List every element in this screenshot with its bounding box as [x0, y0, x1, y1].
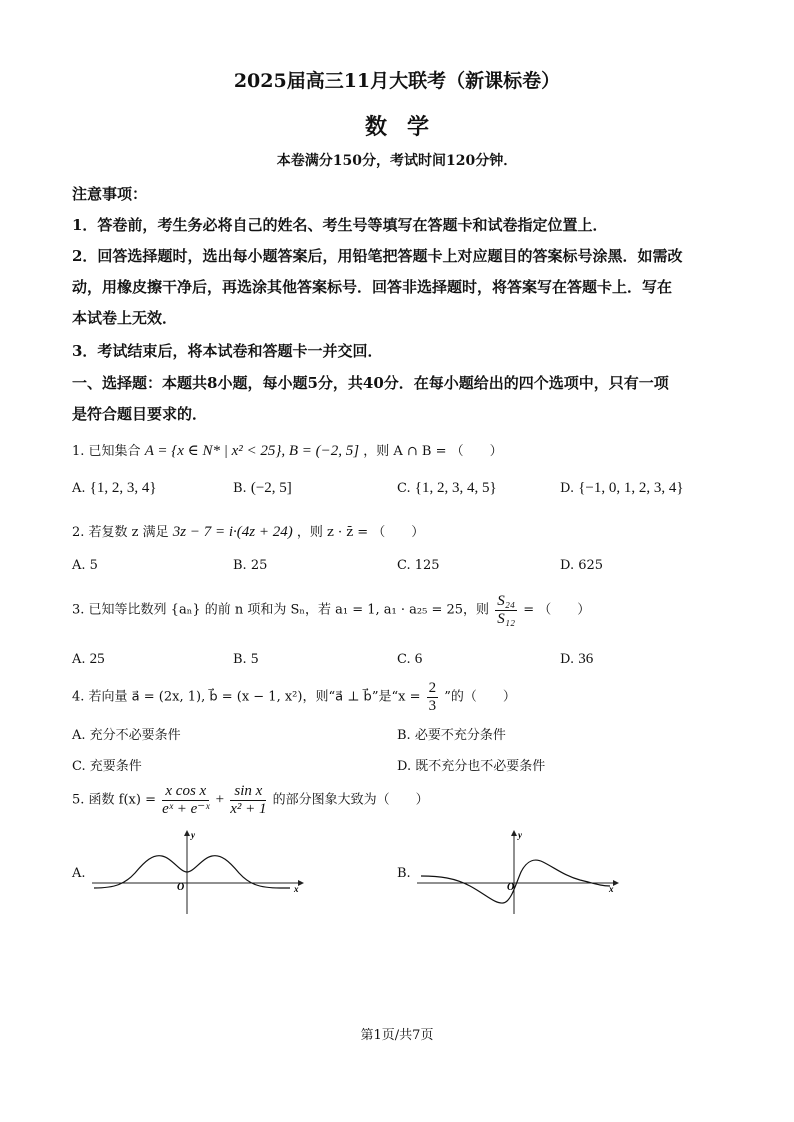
- note-1: 1．答卷前，考生务必将自己的姓名、考生号等填写在答题卡和试卷指定位置上．: [72, 216, 608, 234]
- q4-tail: ”的（ ）: [444, 689, 516, 705]
- q4-lead: 4. 若向量 a⃗ = (2x, 1), b⃗ = (x − 1, x²)，则“a⃗ ⊥ b⃗”是“x =: [72, 689, 421, 705]
- note-2-line-1: 2．回答选择题时，选出每小题答案后，用铅笔把答题卡上对应题目的答案标号涂黑．如需改: [72, 247, 683, 265]
- exam-title: 2025届高三11月大联考（新课标卷）: [233, 70, 561, 92]
- q3-option-c: C. 6: [397, 651, 423, 667]
- subject-title: 数学: [364, 114, 449, 140]
- note-2-line-2: 动，用橡皮擦干净后，再选涂其他答案标号．回答非选择题时，将答案写在答题卡上．写在: [72, 278, 673, 296]
- section-1-line-1: 一、选择题：本题共8小题，每小题5分，共40分．在每小题给出的四个选项中，只有一项: [72, 374, 669, 392]
- q4-option-b: B. 必要不充分条件: [397, 728, 506, 743]
- graph-a-x-label: x: [294, 884, 299, 894]
- q4-option-a: A. 充分不必要条件: [72, 728, 181, 743]
- q2-tail: ，则 z · z̄ = （ ）: [296, 525, 425, 540]
- q5-tail: 的部分图象大致为（ ）: [272, 792, 429, 808]
- question-5: [72, 783, 429, 817]
- graph-a-y-label: y: [191, 830, 195, 840]
- question-3: [72, 593, 590, 627]
- q3-option-b: B. 5: [233, 651, 259, 667]
- q3-option-a: A. 25: [72, 651, 105, 667]
- q1-tail: ，则 A ∩ B = （ ）: [363, 444, 503, 459]
- q2-option-b: B. 25: [233, 558, 268, 573]
- q5-fraction-1: $\frac{\text{x cos x}}{\text{eˣ + e⁻ˣ}}$: [162, 783, 210, 817]
- q5-lead: 5. 函数 f(x) =: [72, 792, 156, 808]
- q3-lead: 3. 已知等比数列 {aₙ} 的前 n 项和为 Sₙ，若 a₁ = 1, a₁ · a₂₅ = 25，则: [72, 602, 490, 618]
- q5-graph-a: [90, 828, 305, 916]
- graph-a-y-arrow: [184, 830, 190, 836]
- q4-option-c: C. 充要条件: [72, 759, 142, 774]
- question-1: [72, 440, 503, 460]
- graph-b-origin: O: [507, 882, 515, 893]
- q1-option-c: C. {1, 2, 3, 4, 5}: [397, 480, 497, 496]
- q2-option-d: D. 625: [560, 558, 604, 573]
- graph-b-y-label: y: [518, 830, 522, 840]
- graph-b-x-label: x: [609, 884, 614, 894]
- graph-a-x-arrow: [298, 880, 304, 886]
- q3-fraction: $\frac{\text{S₂₄}}{\text{S₁₂}}$: [497, 593, 516, 627]
- question-4: [72, 680, 516, 714]
- q5-option-b-label: B.: [397, 866, 411, 881]
- q2-expression: 3z − 7 = i·(4z + 24): [172, 524, 293, 540]
- graph-b-curve: [421, 860, 610, 903]
- q3-tail: = （ ）: [523, 602, 591, 618]
- graph-b-x-arrow: [613, 880, 619, 886]
- note-3: 3．考试结束后，将本试卷和答题卡一并交回．: [72, 342, 383, 360]
- q5-fraction-2: $\frac{\text{sin x}}{\text{x² + 1}}$: [230, 783, 267, 817]
- notes-heading: 注意事项：: [72, 185, 148, 203]
- q2-option-a: A. 5: [72, 558, 98, 573]
- q4-fraction: $\frac{2}{3}$: [428, 680, 437, 714]
- q5-plus: +: [215, 791, 225, 808]
- q1-option-a: A. {1, 2, 3, 4}: [72, 480, 157, 496]
- section-1-line-2: 是符合题目要求的．: [72, 405, 208, 423]
- page-number: 第1页/共7页: [360, 1028, 434, 1043]
- question-2: [72, 521, 424, 541]
- q3-option-d: D. 36: [560, 651, 594, 667]
- graph-a-origin: O: [177, 882, 185, 893]
- q1-expression: A = {x ∈ N* | x² < 25}, B = (−2, 5]: [144, 443, 360, 459]
- q5-option-a-label: A.: [72, 866, 86, 881]
- score-time-line: 本卷满分150分，考试时间120分钟．: [276, 153, 518, 169]
- q1-option-d: D. {−1, 0, 1, 2, 3, 4}: [560, 480, 684, 496]
- note-2-line-3: 本试卷上无效．: [72, 309, 178, 327]
- q1-lead: 1. 已知集合: [72, 444, 141, 459]
- q5-graph-b: [415, 828, 620, 916]
- q2-lead: 2. 若复数 z 满足: [72, 525, 169, 540]
- q4-option-d: D. 既不充分也不必要条件: [397, 759, 546, 774]
- graph-b-y-arrow: [511, 830, 517, 836]
- q1-option-b: B. (−2, 5]: [233, 480, 292, 496]
- q2-option-c: C. 125: [397, 558, 440, 573]
